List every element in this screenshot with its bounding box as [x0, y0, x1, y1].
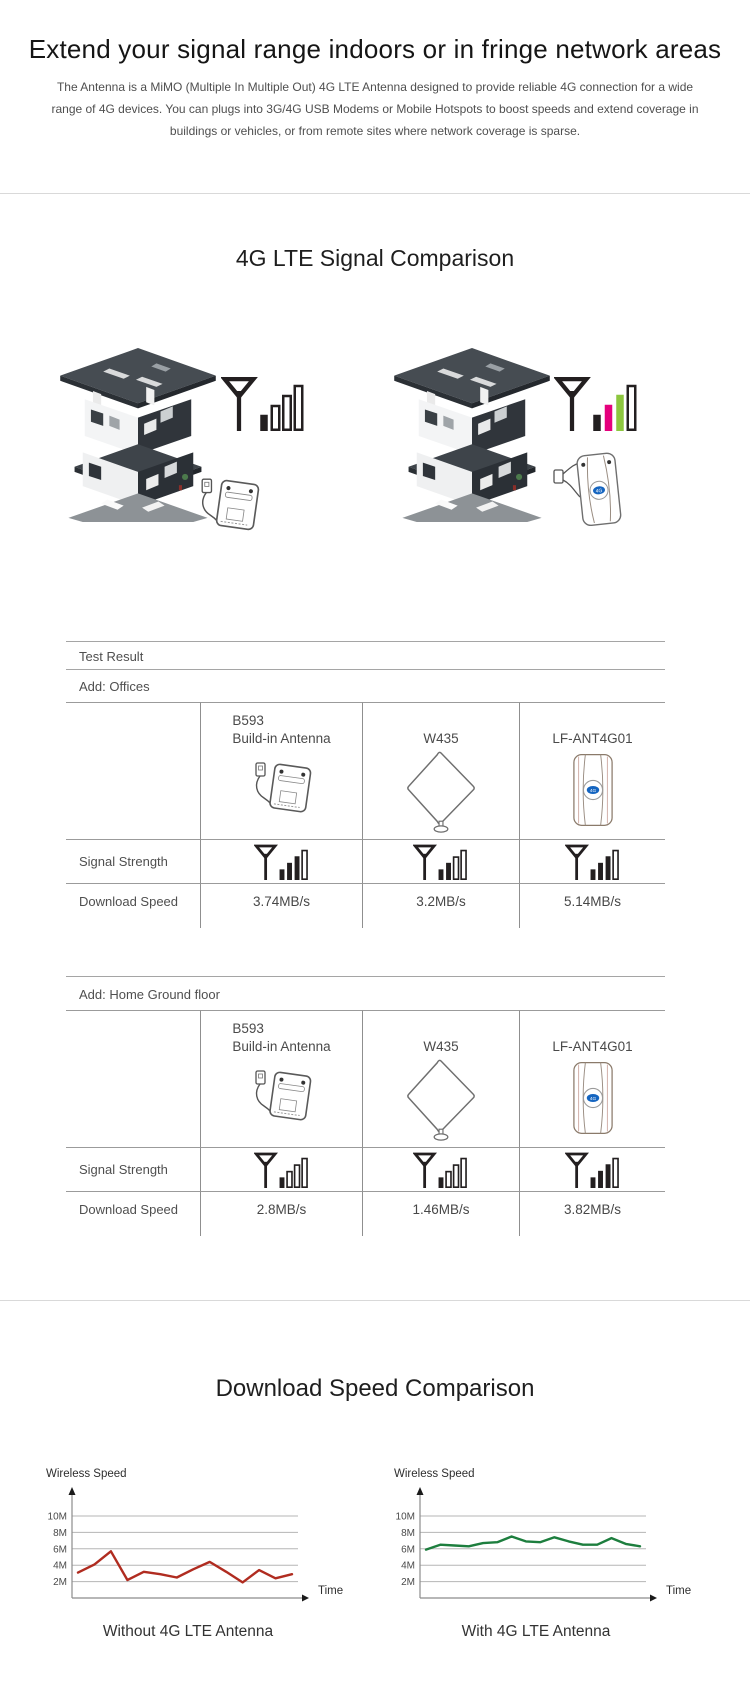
svg-text:10M: 10M [47, 1511, 67, 1523]
lf-ant4g01-panel-icon [572, 1060, 614, 1136]
column-header-line2: LF-ANT4G01 [552, 731, 633, 746]
column-header-line2: Build-in Antenna [232, 731, 331, 746]
test-result-table-offices [66, 641, 665, 928]
column-header-line1 [423, 712, 458, 730]
download-speed-row-label: Download Speed [66, 883, 200, 919]
grid-line [66, 919, 200, 928]
chart-y-axis-title: Wireless Speed [46, 1468, 127, 1480]
grid-line [519, 1227, 665, 1236]
usb-modem-icon-left [196, 476, 262, 536]
w435-antenna-icon [402, 749, 480, 833]
svg-text:8M: 8M [53, 1527, 67, 1539]
column-w435 [362, 1010, 519, 1147]
svg-text:4M: 4M [53, 1560, 67, 1572]
signal-bars-svg [254, 844, 310, 880]
column-header-line2: W435 [423, 731, 459, 746]
signal-bars-lf-home [519, 1147, 665, 1191]
chart-without-antenna [38, 1468, 344, 1641]
w435-antenna-icon [402, 1057, 480, 1141]
comparison-grid [66, 702, 665, 928]
svg-text:10M: 10M [395, 1511, 415, 1523]
grid-line [200, 1227, 362, 1236]
download-speed-lf-offices: 5.14MB/s [519, 883, 665, 919]
chart-with-antenna [386, 1468, 692, 1641]
grid-line [200, 919, 362, 928]
empty-corner-cell [66, 1010, 200, 1147]
svg-text:8M: 8M [401, 1527, 415, 1539]
download-speed-row-label: Download Speed [66, 1191, 200, 1227]
column-b593 [200, 1010, 362, 1147]
signal-bars-w435-offices [362, 839, 519, 883]
signal-strength-row-label: Signal Strength [66, 1147, 200, 1191]
download-speed-w435-home: 1.46MB/s [362, 1191, 519, 1227]
svg-text:6M: 6M [401, 1544, 415, 1556]
b593-router-icon [250, 760, 314, 818]
svg-text:2M: 2M [53, 1577, 67, 1589]
section-label-home: Add: Home Ground floor [66, 976, 665, 1010]
column-header-line2: LF-ANT4G01 [552, 1039, 633, 1054]
download-speed-lf-home: 3.82MB/s [519, 1191, 665, 1227]
signal-bars-w435-home [362, 1147, 519, 1191]
svg-text:6M: 6M [53, 1544, 67, 1556]
test-result-label: Test Result [66, 641, 665, 670]
b593-router-icon [250, 1068, 314, 1126]
empty-corner-cell [66, 702, 200, 839]
column-lf-ant4g01 [519, 702, 665, 839]
column-header-line1: B593 [232, 1021, 264, 1036]
column-header-line1 [423, 1020, 458, 1038]
signal-comparison-heading: 4G LTE Signal Comparison [235, 245, 515, 271]
signal-strength-row-label: Signal Strength [66, 839, 200, 883]
column-lf-ant4g01 [519, 1010, 665, 1147]
lf-ant4g01-panel-icon [572, 752, 614, 828]
signal-bars-svg [221, 376, 307, 431]
column-header-line1 [552, 1020, 632, 1038]
signal-bars-svg [554, 376, 640, 431]
signal-bars-svg [565, 1152, 621, 1188]
signal-bars-svg [254, 1152, 310, 1188]
section-divider-top [0, 193, 750, 194]
signal-bars-b593-home [200, 1147, 362, 1191]
speed-line-chart-plot [38, 1484, 338, 1615]
signal-bars-svg [565, 844, 621, 880]
chart-caption: Without 4G LTE Antenna [102, 1623, 274, 1640]
download-speed-b593-offices: 3.74MB/s [200, 883, 362, 919]
column-w435 [362, 702, 519, 839]
column-header-line1: B593 [232, 713, 264, 728]
lte-antenna-device-icon [552, 450, 624, 530]
download-speed-heading: Download Speed Comparison [215, 1375, 535, 1402]
speed-line-chart-plot [386, 1484, 686, 1615]
chart-caption: With 4G LTE Antenna [461, 1623, 611, 1640]
chart-x-axis-title: Time [318, 1585, 344, 1597]
svg-text:2M: 2M [401, 1577, 415, 1589]
grid-line [519, 919, 665, 928]
signal-bars-b593-offices [200, 839, 362, 883]
test-result-table-home [66, 976, 665, 1236]
chart-y-axis-title: Wireless Speed [394, 1468, 475, 1480]
svg-text:4M: 4M [401, 1560, 415, 1572]
grid-line [362, 1227, 519, 1236]
grid-line [66, 1227, 200, 1236]
signal-bars-svg [413, 1152, 469, 1188]
comparison-grid [66, 1010, 665, 1236]
speed-line-chart-svg [38, 1484, 310, 1610]
section-label-offices: Add: Offices [79, 679, 150, 694]
column-header-line2: W435 [423, 1039, 459, 1054]
section-divider-bottom [0, 1300, 750, 1301]
column-header-line2: Build-in Antenna [232, 1039, 331, 1054]
grid-line [362, 919, 519, 928]
speed-line-chart-svg [386, 1484, 658, 1610]
column-header-line1 [552, 712, 632, 730]
page-title: Extend your signal range indoors or in fringe network areas [28, 34, 722, 64]
signal-bars-icon-weak [221, 376, 307, 431]
chart-x-axis-title: Time [666, 1585, 692, 1597]
signal-bars-icon-strong [554, 376, 640, 431]
download-speed-w435-offices: 3.2MB/s [362, 883, 519, 919]
house-cutaway-illustration-right [390, 346, 554, 522]
column-b593 [200, 702, 362, 839]
signal-bars-lf-offices [519, 839, 665, 883]
intro-paragraph: The Antenna is a MiMO (Multiple In Multiple Out) 4G LTE Antenna designed to provide reliable 4G connection for a wide range of 4G devices. You can plugs into 3G/4G USB Modems or Mobile Hotspots to boost speeds and extend coverage in buildings or vehicles, or from remote sites where network coverage is sparse. [51, 80, 699, 138]
download-speed-b593-home: 2.8MB/s [200, 1191, 362, 1227]
signal-bars-svg [413, 844, 469, 880]
